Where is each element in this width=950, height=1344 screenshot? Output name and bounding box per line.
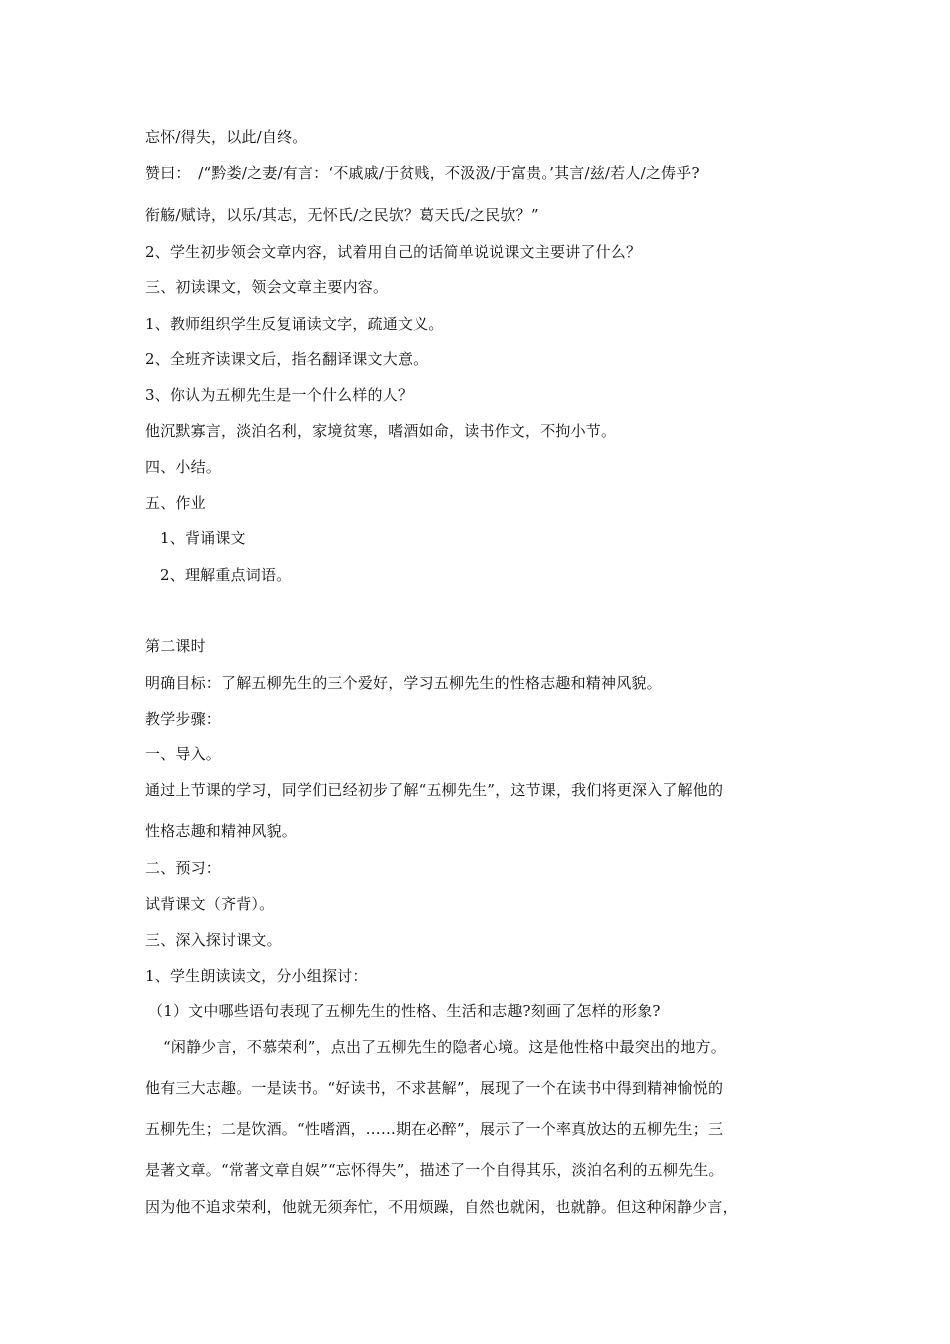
text-line: “闲静少言，不慕荣利”，点出了五柳先生的隐者心境。这是他性格中最突出的地方。	[163, 1038, 726, 1056]
lesson-title: 第二课时	[145, 637, 206, 655]
text-line: 他沉默寡言，淡泊名利，家境贫寒，嗜酒如命，读书作文，不拘小节。	[145, 422, 617, 440]
list-item: 2、理解重点词语。	[160, 566, 292, 584]
text-line: 3、你认为五柳先生是一个什么样的人？	[145, 386, 414, 404]
text-line: 五柳先生；二是饮酒。“性嗜酒，……期在必醉”，展示了一个率真放达的五柳先生；三	[145, 1120, 724, 1138]
section-heading: 二、预习：	[145, 859, 222, 877]
section-heading: 一、导入。	[145, 745, 222, 763]
text-line: 性格志趣和精神风貌。	[145, 822, 298, 840]
text-line: 忘怀/得失，以此/自终。	[145, 128, 308, 146]
text-line: 衔觞/赋诗，以乐/其志，无怀氏/之民欤？葛天氏/之民欤？”	[145, 206, 539, 224]
section-heading: 三、初读课文，领会文章主要内容。	[145, 278, 389, 296]
list-item: 1、背诵课文	[160, 529, 246, 547]
text-line: 1、学生朗读读文，分小组探讨：	[145, 967, 368, 985]
section-heading: 四、小结。	[145, 458, 222, 476]
text-line: 2、学生初步领会文章内容，试着用自己的话简单说说课文主要讲了什么？	[145, 243, 642, 261]
section-heading: 三、深入探讨课文。	[145, 931, 282, 949]
text-line: 赞曰： /“黔娄/之妻/有言：‘不戚戚/于贫贱，不汲汲/于富贵。’其言/兹/若人/之俦乎?	[145, 164, 700, 182]
text-line: 是著文章。“常著文章自娱”“忘怀得失”，描述了一个自得其乐，淡泊名利的五柳先生。	[145, 1161, 724, 1179]
text-line: 1、教师组织学生反复诵读文字，疏通文义。	[145, 315, 444, 333]
section-heading: 五、作业	[145, 494, 206, 512]
text-line: 明确目标：了解五柳先生的三个爱好，学习五柳先生的性格志趣和精神风貌。	[145, 674, 662, 692]
text-line: （1）文中哪些语句表现了五柳先生的性格、生活和志趣?刻画了怎样的形象?	[148, 1002, 661, 1020]
text-line: 通过上节课的学习，同学们已经初步了解“五柳先生”，这节课，我们将更深入了解他的	[145, 781, 724, 799]
text-line: 他有三大志趣。一是读书。“好读书，不求甚解”，展现了一个在读书中得到精神愉悦的	[145, 1079, 724, 1097]
text-line: 2、全班齐读课文后，指名翻译课文大意。	[145, 350, 429, 368]
text-line: 因为他不追求荣利，他就无须奔忙，不用烦躁，自然也就闲，也就静。但这种闲静少言，	[145, 1198, 738, 1216]
text-line: 试背课文（齐背）。	[145, 895, 275, 913]
text-line: 教学步骤：	[145, 710, 222, 728]
